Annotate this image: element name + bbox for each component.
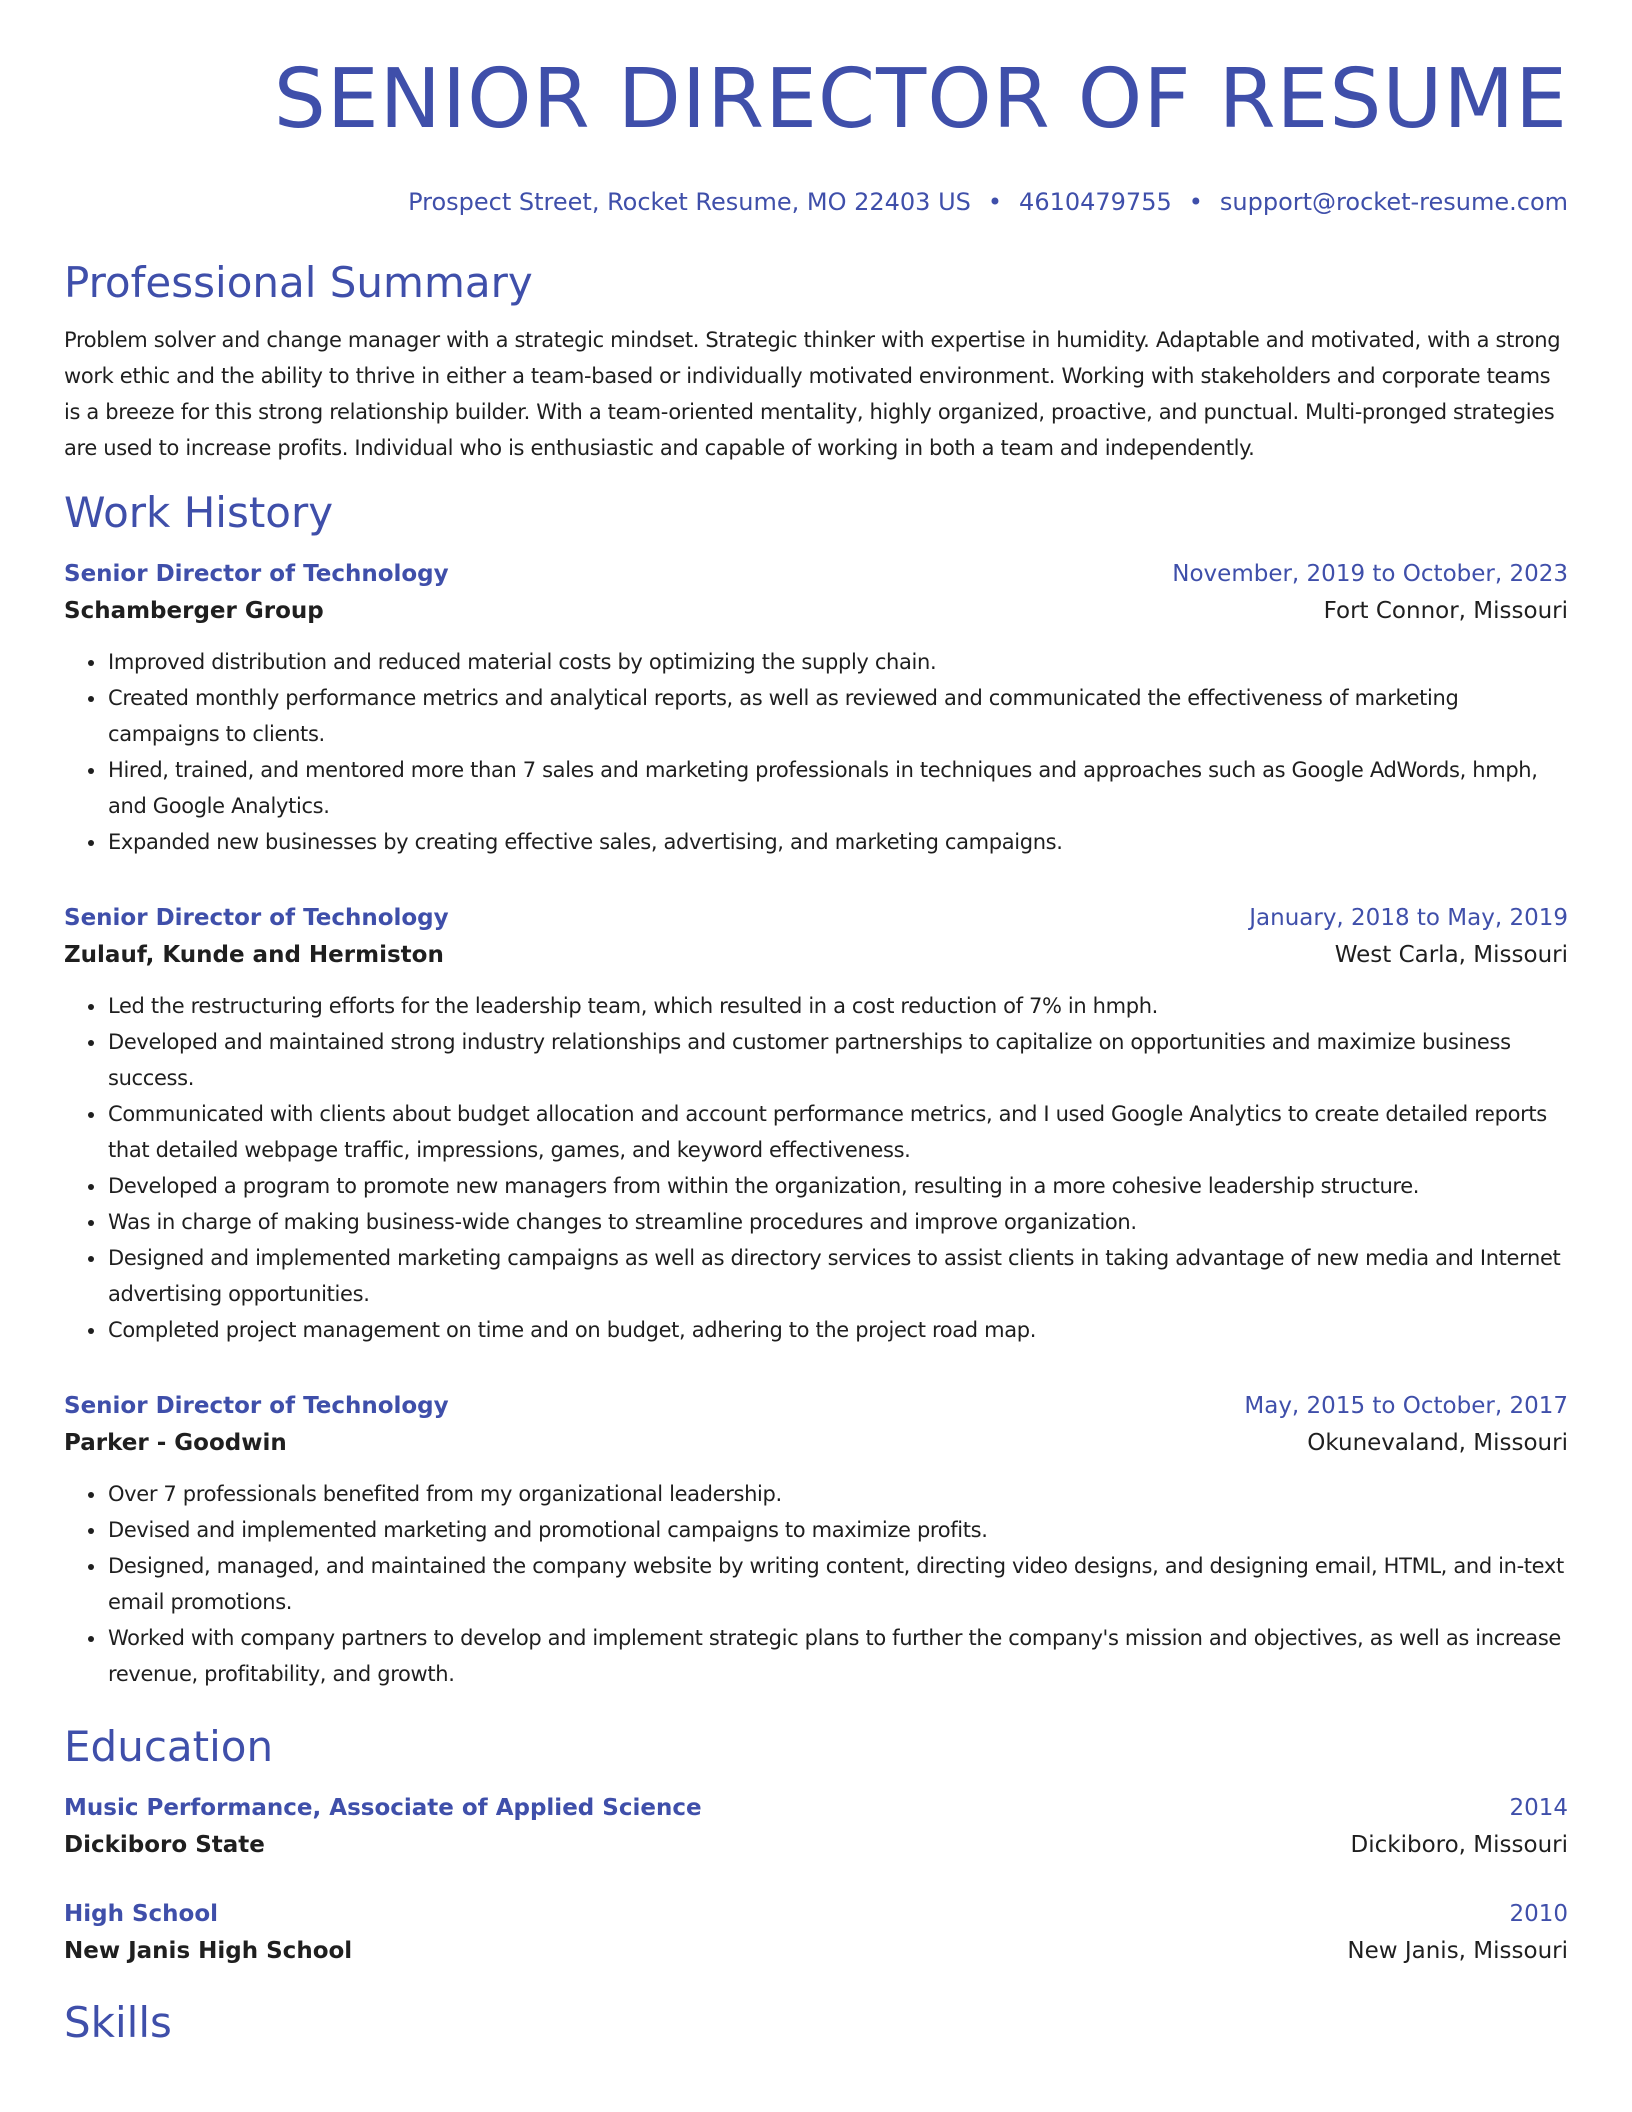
job-bullet: • Hired, trained, and mentored more than 7 sales and marketing professionals in techniques and approaches such as Google AdWords, hmph, and Google Analytics. bbox=[107, 752, 1568, 824]
education-school: Dickiboro State bbox=[64, 1832, 265, 1858]
job-location: Fort Connor, Missouri bbox=[1323, 598, 1568, 624]
job-bullet: • Communicated with clients about budget allocation and account performance metrics, and I used Google Analytics to create detailed reports that detailed webpage traffic, impressions, games, and keyword effectiveness. bbox=[107, 1096, 1568, 1168]
job-header-row bbox=[64, 556, 1568, 592]
job-dates: November, 2019 to October, 2023 bbox=[1172, 561, 1568, 587]
education-school-row bbox=[64, 1826, 1568, 1864]
job-company: Zulauf, Kunde and Hermiston bbox=[64, 942, 444, 968]
candidate-name: SENIOR DIRECTOR OF RESUME bbox=[273, 52, 1568, 147]
education-year: 2010 bbox=[1509, 1901, 1568, 1927]
job-bullet: • Improved distribution and reduced material costs by optimizing the supply chain. bbox=[107, 644, 1568, 680]
contact-line bbox=[64, 186, 1568, 218]
job-bullet: • Devised and implemented marketing and promotional campaigns to maximize profits. bbox=[107, 1512, 1568, 1548]
job-bullet: • Expanded new businesses by creating effective sales, advertising, and marketing campaigns. bbox=[107, 824, 1568, 860]
job-company-row bbox=[64, 592, 1568, 630]
education-entry bbox=[64, 1896, 1568, 1970]
summary-section bbox=[64, 258, 1568, 466]
education-year: 2014 bbox=[1509, 1795, 1568, 1821]
job-company-row bbox=[64, 936, 1568, 974]
education-location: Dickiboro, Missouri bbox=[1350, 1832, 1568, 1858]
job-bullet: • Led the restructuring efforts for the leadership team, which resulted in a cost reduction of 7% in hmph. bbox=[107, 988, 1568, 1024]
job-location: Okunevaland, Missouri bbox=[1307, 1430, 1568, 1456]
job-title: Senior Director of Technology bbox=[64, 1393, 449, 1419]
education-school-row bbox=[64, 1932, 1568, 1970]
job-title: Senior Director of Technology bbox=[64, 561, 449, 587]
job-location: West Carla, Missouri bbox=[1334, 942, 1568, 968]
education-school: New Janis High School bbox=[64, 1938, 353, 1964]
education-degree: Music Performance, Associate of Applied Science bbox=[64, 1795, 702, 1821]
job-title: Senior Director of Technology bbox=[64, 905, 449, 931]
education-degree: High School bbox=[64, 1901, 219, 1927]
job-bullet: • Worked with company partners to develop and implement strategic plans to further the company's mission and objectives, as well as increase revenue, profitability, and growth. bbox=[107, 1620, 1568, 1692]
job-bullet: • Created monthly performance metrics and analytical reports, as well as reviewed and communicated the effectiveness of marketing campaigns to clients. bbox=[107, 680, 1568, 752]
education-header-row bbox=[64, 1896, 1568, 1932]
job-bullet: • Designed and implemented marketing campaigns as well as directory services to assist clients in taking advantage of new media and Internet advertising opportunities. bbox=[107, 1240, 1568, 1312]
job-bullets bbox=[64, 988, 1568, 1348]
job-dates: January, 2018 to May, 2019 bbox=[1249, 905, 1568, 931]
contact-address: Prospect Street, Rocket Resume, MO 22403 US bbox=[408, 188, 971, 216]
skills-section bbox=[64, 1998, 1568, 2048]
job-entry bbox=[64, 900, 1568, 1348]
job-bullets bbox=[64, 644, 1568, 860]
job-dates: May, 2015 to October, 2017 bbox=[1244, 1393, 1568, 1419]
section-title-skills: Skills bbox=[64, 1998, 172, 2047]
job-bullet: • Was in charge of making business-wide changes to streamline procedures and improve organization. bbox=[107, 1204, 1568, 1240]
contact-separator: • bbox=[1188, 188, 1203, 216]
summary-text: Problem solver and change manager with a strategic mindset. Strategic thinker with expertise in humidity. Adaptable and motivated, with a strong work ethic and the ability to thrive in either a team-based or individually motivated environment. Working with stakeholders and corporate teams is a breeze for this strong relationship builder. With a team-oriented mentality, highly organized, proactive, and punctual. Multi-pronged strategies are used to increase profits. Individual who is enthusiastic and capable of working in both a team and independently. bbox=[64, 328, 1561, 460]
job-bullet: • Designed, managed, and maintained the company website by writing content, directing video designs, and designing email, HTML, and in-text email promotions. bbox=[107, 1548, 1568, 1620]
job-bullet: • Completed project management on time and on budget, adhering to the project road map. bbox=[107, 1312, 1568, 1348]
work-history-section bbox=[64, 488, 1568, 1692]
section-title-work-history: Work History bbox=[64, 488, 334, 537]
section-title-summary: Professional Summary bbox=[64, 258, 533, 307]
education-location: New Janis, Missouri bbox=[1347, 1938, 1568, 1964]
job-company: Parker - Goodwin bbox=[64, 1430, 287, 1456]
job-bullet: • Developed and maintained strong industry relationships and customer partnerships to capitalize on opportunities and maximize business success. bbox=[107, 1024, 1568, 1096]
job-company: Schamberger Group bbox=[64, 598, 324, 624]
job-header-row bbox=[64, 900, 1568, 936]
job-entry bbox=[64, 1388, 1568, 1692]
education-header-row bbox=[64, 1790, 1568, 1826]
contact-separator: • bbox=[987, 188, 1003, 216]
job-bullet: • Developed a program to promote new managers from within the organization, resulting in a more cohesive leadership structure. bbox=[107, 1168, 1568, 1204]
contact-email: support@rocket-resume.com bbox=[1219, 188, 1568, 216]
section-title-education: Education bbox=[64, 1722, 274, 1771]
education-section bbox=[64, 1722, 1568, 1970]
contact-phone: 4610479755 bbox=[1019, 188, 1172, 216]
job-entry bbox=[64, 556, 1568, 860]
job-bullet: • Over 7 professionals benefited from my organizational leadership. bbox=[107, 1476, 1568, 1512]
resume-header bbox=[64, 52, 1568, 218]
job-bullets bbox=[64, 1476, 1568, 1692]
job-header-row bbox=[64, 1388, 1568, 1424]
education-entry bbox=[64, 1790, 1568, 1864]
job-company-row bbox=[64, 1424, 1568, 1462]
